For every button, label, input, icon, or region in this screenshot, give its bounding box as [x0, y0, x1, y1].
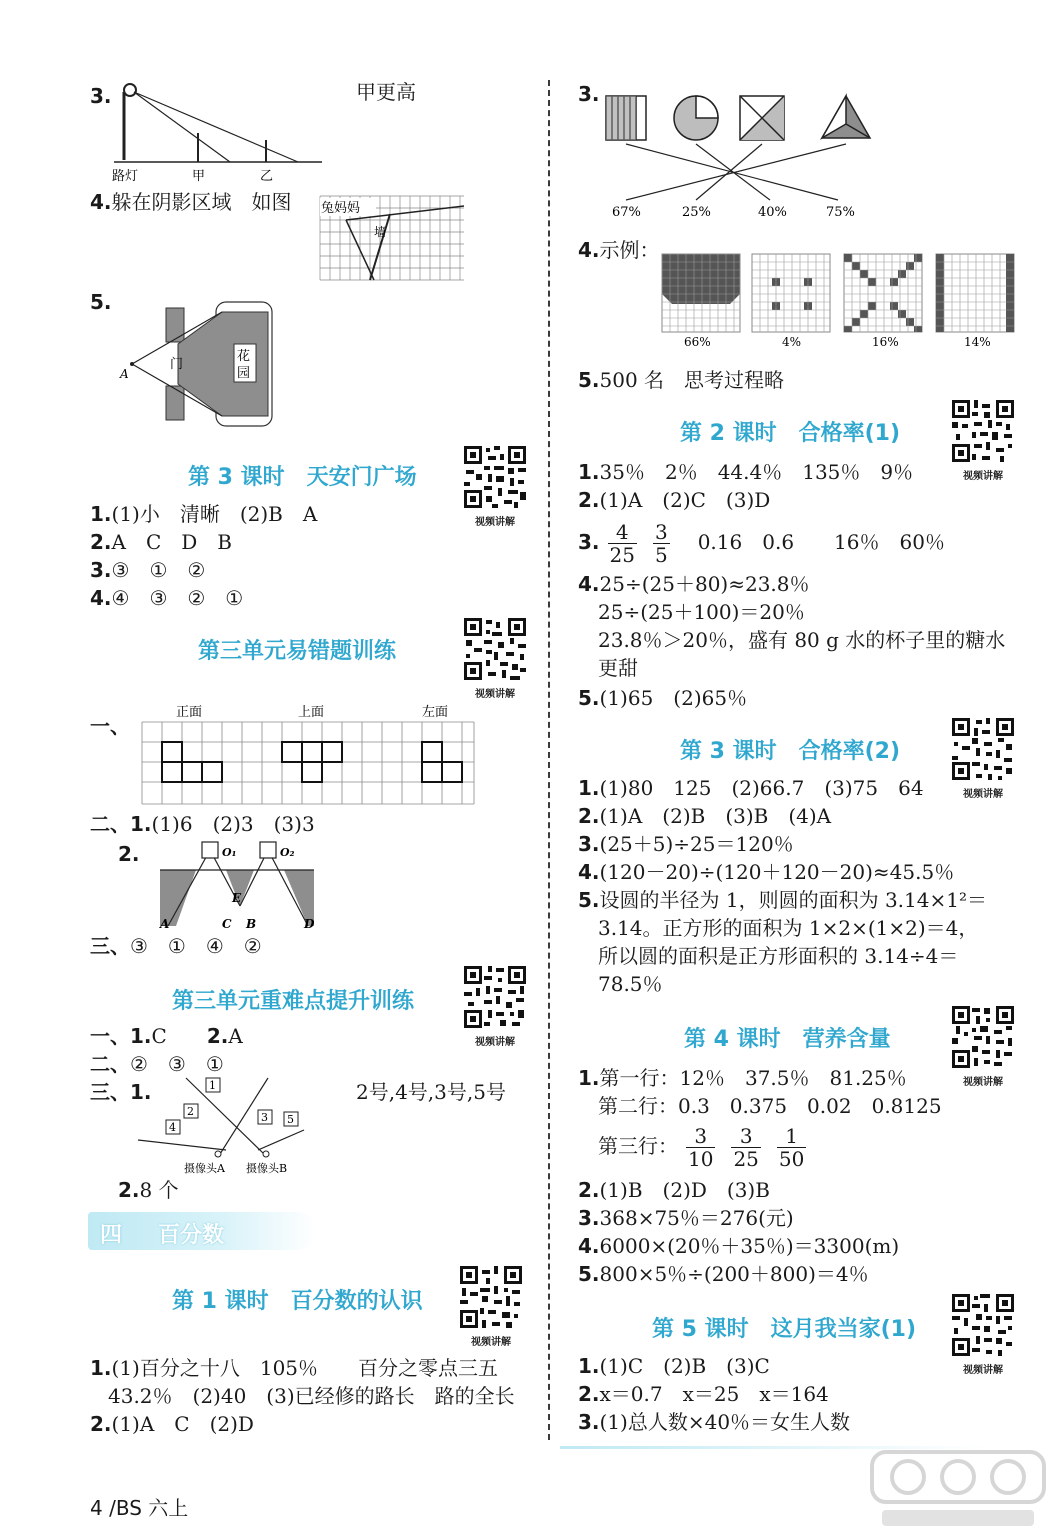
qr-code-icon: [950, 1292, 1016, 1358]
answer-text: (25＋5)÷25＝120％: [599, 832, 794, 856]
grid-percent-label: 66%: [684, 335, 711, 349]
answer-line: [598, 626, 1005, 654]
question-number: 5.: [578, 1262, 600, 1286]
label-wall: 墙: [374, 225, 387, 239]
answer-line: [118, 840, 140, 868]
question-number: 2.: [118, 1178, 140, 1202]
question-number: 一、1.: [90, 1024, 152, 1048]
answer-text: 设圆的半径为 1，则圆的面积为 3.14×1²＝: [599, 888, 987, 912]
answer-text: 25÷(25＋80)≈23.8％: [599, 572, 810, 596]
label-jia: 甲: [192, 169, 206, 184]
answer-text: (1)A (2)C (3)D: [599, 488, 771, 512]
answer-text: ③ ① ④ ②: [130, 934, 262, 958]
answer-text: ④ ③ ② ①: [111, 586, 244, 610]
answer-line: [578, 886, 987, 914]
percent-label: 67%: [612, 205, 641, 220]
numerator: 3: [654, 520, 668, 544]
grid-14-percent: [936, 254, 1014, 332]
answer-line: [118, 1176, 179, 1204]
question-number: 2.: [90, 530, 112, 554]
qr-code[interactable]: [462, 964, 528, 1048]
match-line-2: [696, 144, 770, 200]
denominator: 25: [609, 543, 635, 567]
label-a: A: [120, 367, 129, 381]
qr-code-icon: [950, 1004, 1016, 1070]
answer-line: [578, 830, 794, 858]
answer-line: [598, 1092, 942, 1120]
answer-text: 8 个: [139, 1178, 179, 1202]
shapes-matching-diagram: [600, 90, 880, 222]
left-q4-line: [90, 188, 292, 216]
label-rabbit-mom: 兔妈妈: [321, 201, 361, 216]
question-number: 4.: [578, 572, 600, 596]
row-label: 第三行：: [598, 1134, 678, 1158]
qr-code-icon: [458, 1264, 524, 1330]
question-number: 1.: [578, 1354, 600, 1378]
example-grids: [658, 250, 1020, 350]
question-number: 3.: [578, 1410, 600, 1434]
answer-line: [578, 366, 784, 394]
two-lights-diagram: [156, 836, 318, 932]
numerator: 4: [608, 521, 637, 544]
question-number: 4.: [578, 860, 600, 884]
answer-text: (1)80 125 (2)66.7 (3)75 64: [599, 776, 924, 800]
label-a: A: [160, 917, 170, 931]
section-title-errors: 第三单元易错题训练: [198, 639, 397, 664]
box-5-label: 5: [287, 1113, 294, 1126]
camera-b-label: 摄像头B: [246, 1162, 288, 1175]
view-label-front: 正面: [176, 705, 203, 720]
answer-line: [578, 1408, 850, 1436]
box-1-label: 1: [209, 1079, 216, 1092]
answer-text: ② ③ ①: [130, 1052, 224, 1076]
question-number: 5.: [578, 686, 600, 710]
denominator: 10: [688, 1147, 714, 1171]
answer-text: x＝0.7 x＝25 x＝164: [599, 1382, 829, 1406]
answer-line: [90, 584, 243, 612]
section-title-pass-rate-1: 第 2 课时 合格率(1): [680, 421, 901, 446]
denominator: 25: [733, 1147, 759, 1171]
denominator: 5: [654, 543, 668, 567]
grid-16-percent: [844, 254, 922, 332]
question-number: 2.: [90, 1412, 112, 1436]
qr-label: 视频讲解: [475, 1037, 515, 1048]
camera-diagram: [134, 1074, 314, 1180]
answer-line: [90, 556, 205, 584]
answer-text: (1)小 清晰 (2)B A: [111, 502, 318, 526]
camera-answer: 2号,4号,3号,5号: [356, 1080, 506, 1104]
answer-line: [598, 654, 638, 682]
question-number: 5.: [578, 888, 600, 912]
question-number: 3.: [578, 1206, 600, 1230]
qr-label: 视频讲解: [471, 1337, 511, 1348]
watermark-icon: [868, 1448, 1048, 1532]
unit-name: 百分数: [158, 1223, 225, 1248]
answer-line: [578, 684, 747, 712]
answer-text: 3.14。正方形的面积为 1×2×(1×2)＝4，: [598, 916, 979, 940]
section-title-tiananmen: 第 3 课时 天安门广场: [188, 465, 417, 490]
circle-unshaded-quarter: [696, 96, 718, 118]
numerator: 1: [777, 1125, 806, 1148]
answer-line: [90, 528, 232, 556]
answer-text: 35％ 2％ 44.4％ 135％ 9％: [599, 460, 914, 484]
qr-label: 视频讲解: [475, 689, 515, 700]
question-number: 二、1.: [90, 812, 152, 836]
match-line-3: [696, 144, 762, 200]
three-views-grid: [140, 700, 476, 806]
answer-text: 23.8％＞20％，盛有 80 g 水的杯子里的糖水: [598, 628, 1006, 652]
answer-line: [578, 1064, 907, 1092]
answer-line: [578, 1176, 770, 1204]
answer-line: [578, 1380, 829, 1408]
percent-label: 40%: [758, 205, 787, 220]
answer-line: [108, 1382, 515, 1410]
stripes-shaded: [606, 96, 636, 140]
qr-label: 视频讲解: [963, 789, 1003, 800]
answer-text: ③ ① ②: [111, 558, 206, 582]
qr-code[interactable]: [950, 1004, 1016, 1088]
unit-number: 四: [100, 1223, 123, 1248]
question-number: 2.: [578, 488, 600, 512]
label-streetlight: 路灯: [112, 169, 139, 184]
question-number: 1.: [90, 1356, 112, 1380]
qr-label: 视频讲解: [963, 1077, 1003, 1088]
answer-line: [578, 1352, 770, 1380]
camera-b-dot: [263, 1151, 269, 1157]
answer-line: [578, 1260, 869, 1288]
label-o2: O₂: [280, 846, 295, 859]
qr-code-icon: [462, 444, 528, 510]
section-title-difficult: 第三单元重难点提升训练: [172, 989, 415, 1014]
qr-code-icon: [462, 616, 528, 682]
lamp-head: [124, 84, 136, 96]
question-number: 4.: [90, 586, 112, 610]
question-number: 2.: [578, 1178, 600, 1202]
section-title-percent-intro: 第 1 课时 百分数的认识: [172, 1289, 423, 1314]
answer-text: (1)65 (2)65％: [599, 686, 748, 710]
question-number: 4.: [578, 238, 600, 262]
box-3-label: 3: [261, 1111, 268, 1124]
question-number: 5.: [578, 368, 600, 392]
question-number: 三、1.: [90, 1080, 152, 1104]
qr-code[interactable]: [950, 1292, 1016, 1376]
section-title-household: 第 5 课时 这月我当家(1): [652, 1317, 917, 1342]
grid-percent-label: 14%: [964, 335, 991, 349]
answer-line-fractions: [578, 520, 945, 566]
numerator: 3: [731, 1125, 760, 1148]
answer-text: 第一行：12％ 37.5％ 81.25％: [599, 1066, 907, 1090]
label-gate: 门: [170, 357, 184, 372]
question-number: 3.: [578, 82, 600, 106]
answer-line: [578, 774, 924, 802]
answer-text: (1)C (2)B (3)C: [599, 1354, 770, 1378]
label-hua: 花: [237, 349, 251, 364]
answer-line: [578, 802, 831, 830]
question-number: 5.: [90, 290, 112, 314]
answer-line: [578, 1232, 899, 1260]
qr-code[interactable]: [458, 1264, 524, 1348]
label-yuan: 园: [237, 366, 251, 381]
answer-text: (1)A (2)B (3)B (4)A: [599, 804, 832, 828]
grid-percent-label: 4%: [782, 335, 802, 349]
box-4-label: 4: [169, 1121, 176, 1134]
fraction: [608, 521, 637, 566]
answer-text: (120－20)÷(120＋120－20)≈45.5％: [599, 860, 955, 884]
qr-code-icon: [462, 964, 528, 1030]
answer-text: 更甜: [598, 656, 638, 680]
answer-text: 78.5％: [598, 972, 663, 996]
qr-label: 视频讲解: [963, 1365, 1003, 1376]
answer-line: [90, 1410, 254, 1438]
denominator: 50: [778, 1147, 805, 1171]
view-label-top: 上面: [298, 705, 325, 720]
gate-pillar-bottom: [166, 386, 184, 420]
qr-code[interactable]: [950, 398, 1016, 482]
answer-text: 6000×(20％＋35％)＝3300(m): [599, 1234, 900, 1258]
qr-code-icon: [950, 716, 1016, 782]
answer-text: 示例：: [599, 238, 660, 262]
garden-diagram: [118, 300, 282, 428]
answer-line: [90, 712, 130, 740]
label-b: B: [246, 917, 257, 931]
fraction: [777, 1125, 806, 1170]
answer-line: [90, 810, 315, 838]
point-a: [130, 362, 134, 366]
question-number: 3.: [578, 530, 600, 554]
fraction: [653, 521, 670, 566]
answer-text: 所以圆的面积是正方形面积的 3.14÷4＝: [598, 944, 959, 968]
answer-text: 0.16 0.6 16％ 60％: [697, 530, 945, 554]
view-label-left: 左面: [422, 705, 449, 720]
qr-code[interactable]: [950, 716, 1016, 800]
answer-line: [578, 570, 810, 598]
line-right-low: [258, 1130, 304, 1150]
answer-line: [90, 1022, 243, 1050]
numerator: 3: [686, 1125, 715, 1148]
left-q3-answer: 甲更高: [356, 80, 416, 104]
question-number: 3.: [90, 84, 112, 108]
section-title-nutrition: 第 4 课时 营养含量: [684, 1027, 891, 1052]
answer-text: 500 名 思考过程略: [599, 368, 785, 392]
answer-text: (1)总人数×40％＝女生人数: [599, 1410, 851, 1434]
left-q5-line: [90, 288, 112, 316]
qr-label: 视频讲解: [475, 517, 515, 528]
label-o1: O₁: [222, 846, 237, 859]
line-left-low: [138, 1140, 226, 1150]
question-number: 2.: [578, 804, 600, 828]
question-number: 一、: [90, 714, 130, 738]
question-number: 1.: [578, 776, 600, 800]
grid-4-percent: [752, 254, 830, 332]
watermark-logo: [868, 1448, 1048, 1532]
gate-pillar-top: [166, 308, 184, 342]
answer-line: [598, 942, 958, 970]
answer-text: A C D B: [111, 530, 232, 554]
question-number: 4.: [578, 1234, 600, 1258]
question-number: 2.: [206, 1024, 229, 1048]
answer-line: [598, 970, 663, 998]
label-c: C: [222, 917, 232, 931]
question-number: 1.: [578, 1066, 600, 1090]
grid-percent-label: 16%: [872, 335, 899, 349]
lamp-o2: [260, 842, 276, 858]
answer-text: 800×5％÷(200＋800)＝4％: [599, 1262, 869, 1286]
question-number: 1.: [578, 460, 600, 484]
qr-code-icon: [950, 398, 1016, 464]
answer-text: (1)B (2)D (3)B: [599, 1178, 770, 1202]
question-number: 二、: [90, 1052, 130, 1076]
question-number: 2.: [578, 1382, 600, 1406]
left-q3-line: [90, 82, 112, 110]
streetlight-diagram: [112, 78, 332, 184]
answer-text: A: [228, 1024, 243, 1048]
grid-66-percent: [662, 254, 740, 332]
label-d: D: [304, 917, 315, 931]
box-2-label: 2: [187, 1105, 194, 1118]
section-title-pass-rate-2: 第 3 课时 合格率(2): [680, 739, 901, 764]
shadow-grid-diagram: [318, 194, 468, 282]
answer-text: 第二行：0.3 0.375 0.02 0.8125: [598, 1094, 942, 1118]
column-divider: [548, 80, 550, 1440]
question-number: 1.: [90, 502, 112, 526]
unit-banner: [88, 1212, 316, 1250]
answer-text: 368×75％＝276(元): [599, 1206, 794, 1230]
answer-line: [90, 932, 262, 960]
qr-code[interactable]: [462, 444, 528, 528]
right-q4-line: [578, 236, 660, 264]
answer-line-fractions: [598, 1124, 814, 1170]
answer-line: [578, 486, 770, 514]
answer-text: 43.2％ (2)40 (3)已经修的路长 路的全长: [108, 1384, 515, 1408]
answer-line: [598, 598, 805, 626]
answer-line: [90, 500, 317, 528]
answer-text: C: [151, 1024, 207, 1048]
label-e: E: [232, 891, 242, 905]
answer-text: (1)A C (2)D: [111, 1412, 254, 1436]
qr-label: 视频讲解: [963, 471, 1003, 482]
question-number: 4.: [90, 190, 112, 214]
answer-text: (1)6 (2)3 (3)3: [151, 812, 315, 836]
fraction: [686, 1125, 715, 1170]
camera-a-label: 摄像头A: [184, 1162, 225, 1175]
answer-line: [578, 1204, 794, 1232]
percent-label: 75%: [826, 205, 855, 220]
answer-text: 躲在阴影区域 如图: [111, 190, 292, 214]
question-number: 3.: [90, 558, 112, 582]
question-number: 三、: [90, 934, 130, 958]
page-footer: 4 /BS 六上: [90, 1496, 189, 1520]
camera-a-dot: [215, 1151, 221, 1157]
question-number: 3.: [578, 832, 600, 856]
question-number: 2.: [118, 842, 140, 866]
answer-text: 25÷(25＋100)＝20％: [598, 600, 805, 624]
answer-line: [598, 914, 978, 942]
answer-line: [90, 1354, 498, 1382]
fraction: [731, 1125, 760, 1170]
right-q3-line: [578, 80, 600, 108]
lamp-o1: [202, 842, 218, 858]
label-yi: 乙: [260, 169, 274, 184]
answer-line: [578, 458, 913, 486]
qr-code[interactable]: [462, 616, 528, 700]
answer-text: (1)百分之十八 105％ 百分之零点三五: [111, 1356, 499, 1380]
percent-label: 25%: [682, 205, 711, 220]
answer-line: [578, 858, 954, 886]
